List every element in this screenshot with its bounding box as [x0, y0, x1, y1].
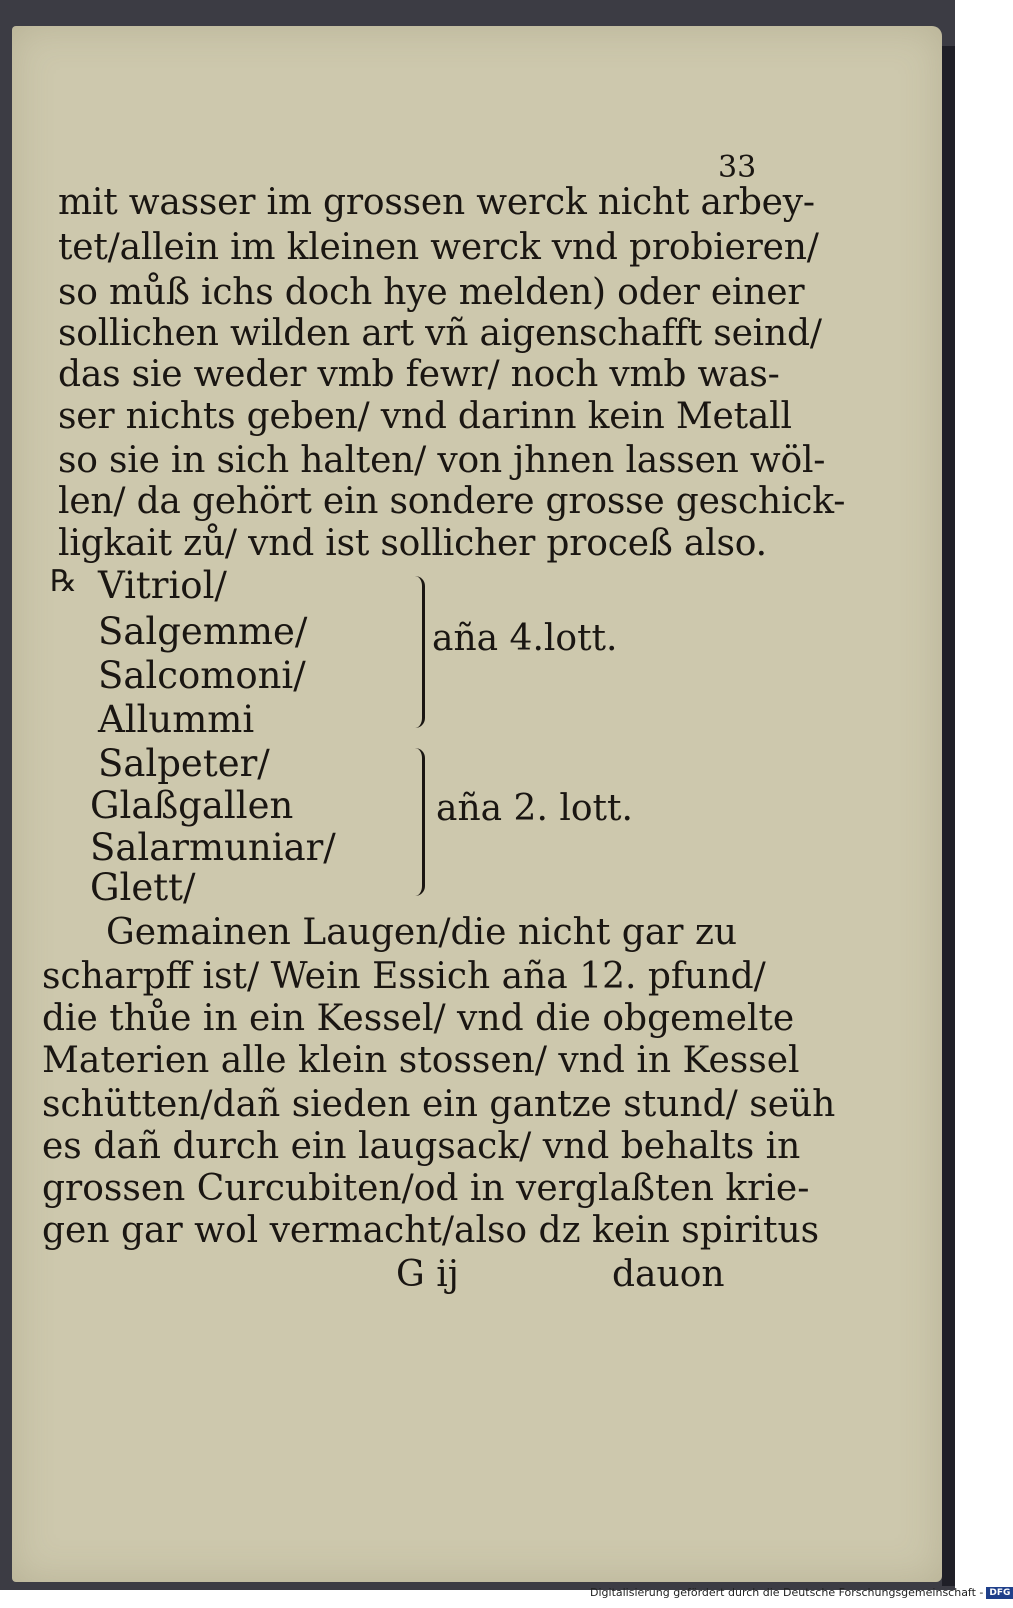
quantity-group2: aña 2. lott.	[436, 788, 633, 829]
catchword: dauon	[612, 1254, 725, 1295]
ingredient: Salcomoni/	[98, 654, 306, 697]
ingredient: Allummi	[98, 698, 255, 741]
body-line: scharpff ist/ Wein Essich aña 12. pfund/	[42, 956, 766, 997]
brace-group2	[412, 748, 425, 896]
brace-group1	[412, 576, 425, 728]
ingredient: Salgemme/	[98, 610, 308, 653]
page-edge-shadow	[942, 46, 955, 1586]
body-line: Materien alle klein stossen/ vnd in Kessel	[42, 1040, 800, 1081]
folio-number: 33	[718, 150, 757, 185]
body-line: das sie weder vmb fewr/ noch vmb was-	[58, 354, 780, 395]
body-line: len/ da gehört ein sondere grosse geschick-	[58, 481, 846, 522]
digitization-credit	[590, 1586, 1013, 1599]
body-line: sollichen wilden art vñ aigenschafft seind/	[58, 313, 822, 354]
body-line: es dañ durch ein laugsack/ vnd behalts in	[42, 1126, 801, 1167]
body-line: so můß ichs doch hye melden) oder einer	[58, 272, 805, 313]
ingredient: Glaßgallen	[90, 784, 294, 827]
body-line: grossen Curcubiten/od in verglaßten krie-	[42, 1168, 810, 1209]
ingredient: Glett/	[90, 866, 196, 909]
body-line: mit wasser im grossen werck nicht arbey-	[58, 182, 815, 223]
signature-mark: G ij	[396, 1254, 459, 1295]
ingredient: Salpeter/	[98, 742, 270, 785]
body-line: Gemainen Laugen/die nicht gar zu	[106, 912, 738, 953]
body-line: schütten/dañ sieden ein gantze stund/ seüh	[42, 1084, 836, 1125]
ingredient: Salarmuniar/	[90, 826, 336, 869]
body-line: so sie in sich halten/ von jhnen lassen wöl-	[58, 440, 826, 481]
recipe-symbol: ℞	[50, 564, 77, 599]
body-line: ser nichts geben/ vnd darinn kein Metall	[58, 396, 792, 437]
dfg-logo-badge: DFG	[986, 1587, 1013, 1599]
body-line: ligkait zů/ vnd ist sollicher proceß also.	[58, 523, 767, 564]
credit-text: Digitalisierung gefördert durch die Deutsche Forschungsgemeinschaft -	[590, 1586, 984, 1599]
quantity-group1: aña 4.lott.	[432, 618, 618, 659]
ingredient: Vitriol/	[98, 564, 227, 607]
body-line: die thůe in ein Kessel/ vnd die obgemelte	[42, 998, 795, 1039]
body-line: gen gar wol vermacht/also dz kein spiritus	[42, 1210, 820, 1251]
body-line: tet/allein im kleinen werck vnd probieren/	[58, 227, 819, 268]
